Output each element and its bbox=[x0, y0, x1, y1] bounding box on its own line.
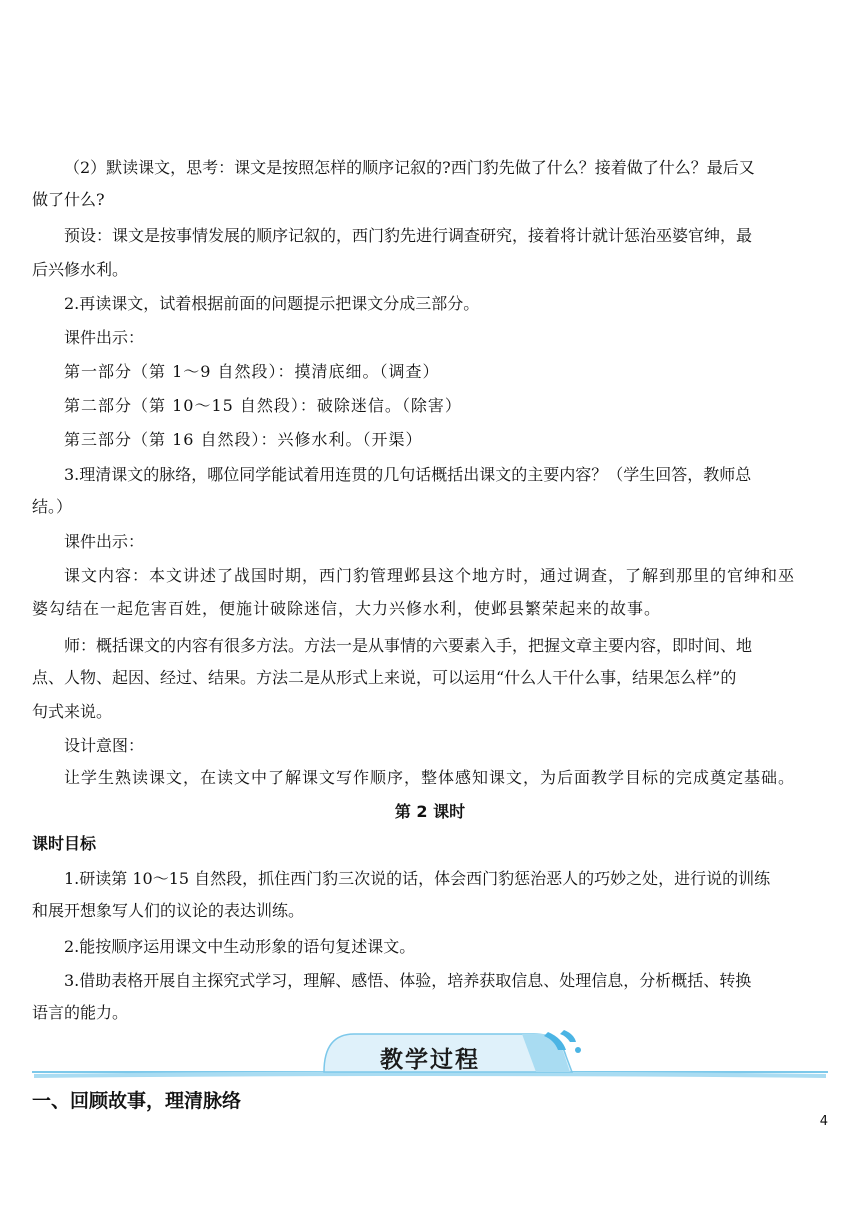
courseware-line: 第二部分（第 10～15 自然段）：破除迷信。（除害） bbox=[64, 396, 462, 415]
paragraph-line: 句式来说。 bbox=[32, 702, 113, 721]
paragraph-line: 3.理清课文的脉络，哪位同学能试着用连贯的几句话概括出课文的主要内容？（学生回答，教师总 bbox=[64, 465, 752, 484]
paragraph-line: 2.能按顺序运用课文中生动形象的语句复述课文。 bbox=[64, 937, 416, 956]
paragraph-line: （2）默读课文，思考：课文是按照怎样的顺序记叙的?西门豹先做了什么？接着做了什么？最后又 bbox=[64, 158, 755, 177]
courseware-line: 课文内容：本文讲述了战国时期，西门豹管理邺县这个地方时，通过调查，了解到那里的官绅和巫 bbox=[64, 566, 796, 585]
courseware-line: 婆勾结在一起危害百姓，便施计破除迷信，大力兴修水利，使邺县繁荣起来的故事。 bbox=[32, 599, 662, 618]
paragraph-line: 和展开想象写人们的议论的表达训练。 bbox=[32, 901, 305, 920]
paragraph-line: 课件出示： bbox=[64, 328, 145, 347]
paragraph-line: 点、人物、起因、经过、结果。方法二是从形式上来说，可以运用“什么人干什么事，结果怎么样”的 bbox=[32, 668, 737, 687]
paragraph-line: 师：概括课文的内容有很多方法。方法一是从事情的六要素入手，把握文章主要内容，即时间、地 bbox=[64, 636, 753, 655]
paragraph-line: 预设：课文是按事情发展的顺序记叙的，西门豹先进行调查研究，接着将计就计惩治巫婆官绅，最 bbox=[64, 226, 753, 245]
paragraph-line: 结。） bbox=[32, 497, 73, 516]
banner-title: 教学过程 bbox=[380, 1047, 480, 1073]
paragraph-line: 1.研读第 10～15 自然段，抓住西门豹三次说的话，体会西门豹惩治恶人的巧妙之处，进行说的训练 bbox=[64, 869, 771, 888]
section-heading: 一、回顾故事，理清脉络 bbox=[32, 1090, 242, 1112]
courseware-line: 第一部分（第 1～9 自然段）：摸清底细。（调查） bbox=[64, 362, 440, 381]
paragraph-line: 语言的能力。 bbox=[32, 1003, 129, 1022]
courseware-line: 第三部分（第 16 自然段）：兴修水利。（开渠） bbox=[64, 430, 423, 449]
paragraph-line: 课件出示： bbox=[64, 532, 145, 551]
lesson-heading: 第 2 课时 bbox=[394, 802, 466, 821]
paragraph-line: 后兴修水利。 bbox=[32, 260, 129, 279]
design-intent-line: 让学生熟读课文，在读文中了解课文写作顺序，整体感知课文，为后面教学目标的完成奠定基础。 bbox=[64, 768, 796, 787]
paragraph-line: 设计意图： bbox=[64, 736, 145, 755]
page-number: 4 bbox=[819, 1114, 828, 1129]
paragraph-line: 做了什么? bbox=[32, 190, 105, 209]
section-heading: 课时目标 bbox=[32, 834, 97, 853]
paragraph-line: 2.再读课文，试着根据前面的问题提示把课文分成三部分。 bbox=[64, 294, 480, 313]
paragraph-line: 3.借助表格开展自主探究式学习，理解、感悟、体验，培养获取信息、处理信息，分析概括、转换 bbox=[64, 971, 752, 990]
